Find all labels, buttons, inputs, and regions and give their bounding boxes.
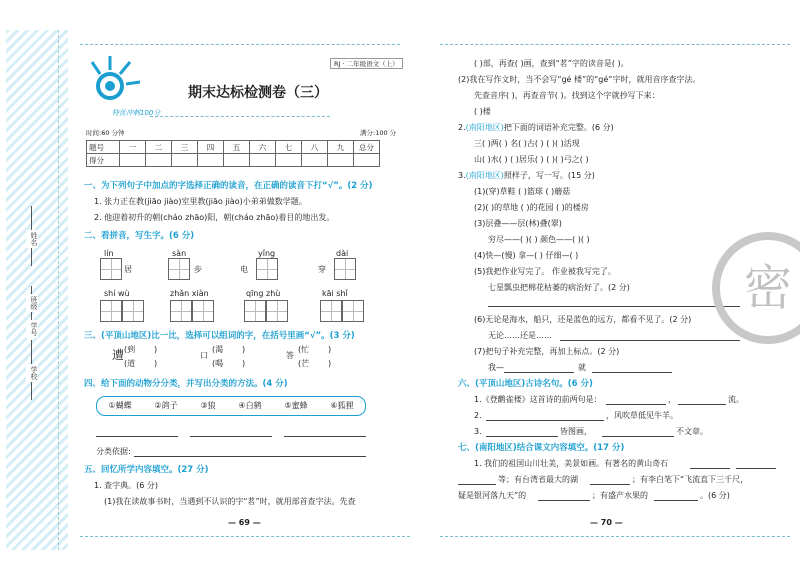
animal-list: [96, 396, 366, 416]
r-q6-3b: 皆图画，: [560, 427, 592, 436]
choice[interactable]: (忙: [298, 345, 310, 354]
answer-line[interactable]: [488, 306, 740, 307]
answer-line[interactable]: [486, 420, 604, 421]
r-q3-5: (5)我把作业写完了。 作业被我写完了。: [474, 267, 616, 276]
paren-close: ): [154, 359, 158, 368]
pinyin: yǐng: [258, 249, 276, 258]
answer-line[interactable]: [602, 436, 674, 437]
basis-label: 分类依据:: [96, 447, 131, 456]
r-q6-3c: 不文章。: [676, 427, 708, 436]
score-header-cell: 一: [120, 141, 146, 154]
score-header-cell: 三: [172, 141, 198, 154]
r-q3-6b: 无论……还是……: [488, 331, 552, 340]
writing-box-pair[interactable]: [170, 300, 214, 322]
animal-item: ⑤蜜蜂: [284, 401, 308, 410]
q3-text: 比一比，选择可以组词的字，在括号里画“√”。(3 分): [151, 331, 355, 341]
given-char: 居: [124, 265, 132, 274]
score-header-cell: 七: [276, 141, 302, 154]
choice[interactable]: (道: [124, 359, 136, 368]
choice[interactable]: (芒: [298, 359, 310, 368]
q5-sub1-1: (1)我在读故事书时，当遇到不认识的字“茗”时，就用部首查字法。先查: [104, 497, 356, 506]
paren-close: ): [328, 345, 332, 354]
score-cell[interactable]: [302, 154, 328, 167]
choice[interactable]: (渴: [212, 345, 224, 354]
binding-strip: [0, 0, 70, 580]
writing-box[interactable]: [100, 258, 122, 280]
given-char: 穿: [318, 265, 326, 274]
score-table-header-row: [87, 141, 380, 154]
answer-line[interactable]: [606, 404, 666, 405]
r-q7-2b: ；有李白笔下“飞流直下三千尺，: [632, 475, 749, 484]
answer-line[interactable]: [96, 436, 178, 437]
score-cell[interactable]: [120, 154, 146, 167]
header-top-dash-right: [440, 44, 790, 45]
q5-sub1: 1. 查字典。(6 分): [94, 481, 159, 490]
paren-close: ): [328, 359, 332, 368]
r-q7-title: [458, 442, 624, 454]
r-q2-text: 把下面的词语补充完整。(6 分): [503, 123, 614, 132]
r-q3-7b: 我—: [488, 363, 504, 372]
paren-close: ): [154, 345, 158, 354]
label-name: 姓名: [26, 230, 38, 248]
r-q6-text: 古诗名句。(6 分): [525, 379, 593, 389]
answer-line[interactable]: [504, 372, 574, 373]
score-header-cell: 总分: [354, 141, 380, 154]
slogan: 特优冲刺100分: [112, 109, 161, 117]
score-table: [86, 140, 380, 167]
r-q3-text: 照样子，写一写。(15 分): [503, 171, 595, 180]
q4-title: 四、给下面的动物分分类，并写出分类的方法。(4 分): [84, 379, 288, 389]
brace-word: 答: [286, 351, 294, 360]
score-table-score-row: [87, 154, 380, 167]
time-limit: 时间:60 分钟: [86, 129, 125, 137]
basis-line[interactable]: [134, 456, 366, 457]
series-label: RJ · 二年级语文（上）: [330, 58, 403, 69]
answer-line[interactable]: [458, 484, 496, 485]
r-q6-num: 六、: [458, 379, 476, 389]
score-header-cell: 二: [146, 141, 172, 154]
score-cell[interactable]: [250, 154, 276, 167]
r-q2-line-2: 山( )水( ) ( )居乐( ) ( )( )弓之( ): [474, 155, 589, 164]
r-q3-region: (南阳地区): [465, 171, 504, 180]
q1-line-1: 1. 张力正在教(jiāo jiào)室里教(jiāo jiào)小弟弟做数学题。: [94, 197, 307, 206]
r-q3-7c: 就: [578, 363, 586, 372]
r-q7-3: 疑是银河落九天”的: [458, 491, 527, 500]
r-q6-1b: ，: [668, 395, 676, 404]
pinyin: sàn: [172, 249, 187, 258]
writing-box-pair[interactable]: [320, 300, 364, 322]
choice[interactable]: (喝: [212, 359, 224, 368]
paren-close: ): [242, 345, 246, 354]
pinyin: shí wù: [104, 289, 130, 298]
answer-line[interactable]: [590, 484, 630, 485]
answer-line[interactable]: [560, 340, 740, 341]
writing-box[interactable]: [168, 258, 190, 280]
q1-title: 一、为下列句子中加点的字选择正确的读音，在正确的读音下打“√”。(2 分): [84, 181, 373, 191]
q2-title: 二、看拼音，写生字。(6 分): [84, 231, 195, 241]
r-line-3: 先查音序( )，再查音节( )。找到这个字就抄写下来：: [474, 91, 660, 100]
r-q2-num: 2.: [458, 123, 466, 132]
writing-box[interactable]: [256, 258, 278, 280]
brace-word: 遭: [112, 348, 125, 362]
r-q3-num: 3.: [458, 171, 466, 180]
answer-line[interactable]: [190, 436, 272, 437]
page-number-right: — 70 —: [590, 518, 623, 527]
r-q3-3: (3)层叠——层(林)叠(翠): [474, 219, 562, 228]
q1-line-2: 2. 他迎着初升的朝(cháo zhāo)阳，朝(cháo zhāo)着目的地出发。: [94, 213, 335, 222]
r-q6-1c: 流。: [728, 395, 744, 404]
paren-close: ): [242, 359, 246, 368]
answer-line[interactable]: [592, 372, 672, 373]
q3-region: (平顶山地区): [101, 331, 152, 341]
given-char: 电: [240, 265, 248, 274]
pinyin: dài: [336, 249, 349, 258]
r-q6-title: [458, 378, 593, 390]
answer-line[interactable]: [736, 468, 776, 469]
brace-word: 口: [200, 351, 208, 360]
writing-box[interactable]: [334, 258, 356, 280]
writing-box-pair[interactable]: [244, 300, 288, 322]
animal-item: ②鸽子: [154, 401, 178, 410]
r-q7-2: 等；有台湾省最大的湖: [498, 475, 578, 484]
cut-line: [58, 30, 59, 550]
r-q3-1: (1)(穿)草鞋 ( )篮球 ( )蘑菇: [474, 187, 571, 196]
r-line-2: (2)我在写作文时，当不会写“gé 楼”的“gé”字时，就用音序查字法。: [458, 75, 701, 84]
r-line-1: ( )部，再查( )画，查到“茗”字的读音是( )。: [474, 59, 629, 68]
secret-stamp: 密: [712, 232, 800, 344]
r-q7-3b: ；有盛产水果的: [592, 491, 648, 500]
answer-line[interactable]: [678, 404, 726, 405]
r-q6-region: (平顶山地区): [475, 379, 526, 389]
answer-line[interactable]: [690, 468, 730, 469]
r-line-4: ( )楼: [474, 107, 491, 116]
label-class: 班级: [26, 294, 38, 312]
r-q2-region: (南阳地区): [465, 123, 504, 132]
r-q7-text: 结合课文内容填空。(17 分): [516, 443, 625, 453]
score-row-label: 得分: [87, 154, 120, 167]
page-title: 期末达标检测卷（三）: [188, 85, 328, 101]
r-q6-1a: 1.《登鹳雀楼》这首诗的前两句是：: [474, 395, 602, 404]
pinyin: lín: [104, 249, 114, 258]
page-number-left: — 69 —: [228, 518, 261, 527]
answer-line[interactable]: [284, 436, 366, 437]
full-score: 满分:100 分: [360, 129, 397, 137]
score-header-cell: 五: [224, 141, 250, 154]
pinyin: zhǎn xiàn: [170, 289, 209, 298]
animal-item: ③狼: [200, 401, 216, 410]
r-q3-5b: 七星瓢虫把棉花枯萎的病治好了。(2 分): [488, 283, 630, 292]
answer-line[interactable]: [654, 500, 698, 501]
pinyin: qīng zhù: [246, 289, 281, 298]
q5-title: 五、回忆所学内容填空。(27 分): [84, 465, 209, 475]
r-q3-6: (6)无论是海水，船只，还是蓝色的远方，都看不见了。(2 分): [474, 315, 692, 324]
r-q3-title: [458, 170, 595, 182]
animal-item: ①蝴蝶: [108, 401, 132, 410]
r-q3-2: (2)( )的草地 ( )的花园 ( )的楼房: [474, 203, 589, 212]
score-cell[interactable]: [198, 154, 224, 167]
score-cell[interactable]: [146, 154, 172, 167]
writing-box-pair[interactable]: [100, 300, 144, 322]
r-q6-2: ，风吹草低见牛羊。: [606, 411, 678, 420]
r-q3-3b: 穷尽——( )( ) 颜色——( )( ): [488, 235, 590, 244]
r-q7-1: 1. 我们的祖国山川壮美，美景如画。有著名的黄山奇石: [474, 459, 669, 468]
score-cell[interactable]: [354, 154, 380, 167]
given-char: 步: [194, 265, 202, 274]
answer-line[interactable]: [538, 500, 590, 501]
r-q2-title: [458, 122, 614, 134]
score-header-cell: 六: [250, 141, 276, 154]
logo-icon: [86, 50, 142, 114]
animal-item: ④白鹤: [238, 401, 262, 410]
score-cell[interactable]: [328, 154, 354, 167]
bottom-dash-left: [80, 536, 410, 537]
q3-title: [84, 330, 355, 342]
r-q7-3c: 。(6 分): [700, 491, 730, 500]
label-student-no: 学号: [26, 320, 38, 338]
score-cell[interactable]: [172, 154, 198, 167]
score-header-cell: 九: [328, 141, 354, 154]
r-q3-4: (4)快—(慢) 拿—( ) 仔细—( ): [474, 251, 579, 260]
r-q6-2-num: 2.: [474, 411, 482, 420]
answer-line[interactable]: [486, 436, 558, 437]
q3-prefix: 三、: [84, 331, 102, 341]
score-header-cell: 题号: [87, 141, 120, 154]
score-cell[interactable]: [224, 154, 250, 167]
r-q7-region: (南阳地区): [475, 443, 517, 453]
pinyin: kāi shǐ: [322, 289, 348, 298]
title-dash: [150, 106, 330, 117]
header-top-dash: [80, 44, 400, 45]
label-school: 学校: [26, 364, 38, 382]
bottom-dash-right: [440, 536, 790, 537]
score-header-cell: 四: [198, 141, 224, 154]
r-q2-line-1: 三( )两( ) 名( )古( ) ( )( )活现: [474, 139, 580, 148]
animal-item: ⑥狐狸: [330, 401, 354, 410]
score-header-cell: 八: [302, 141, 328, 154]
choice[interactable]: (到: [124, 345, 136, 354]
r-q3-7: (7)把句子补充完整，再加上标点。(2 分): [474, 347, 620, 356]
r-q6-3a: 3.: [474, 427, 482, 436]
score-cell[interactable]: [276, 154, 302, 167]
r-q7-num: 七、: [458, 443, 476, 453]
